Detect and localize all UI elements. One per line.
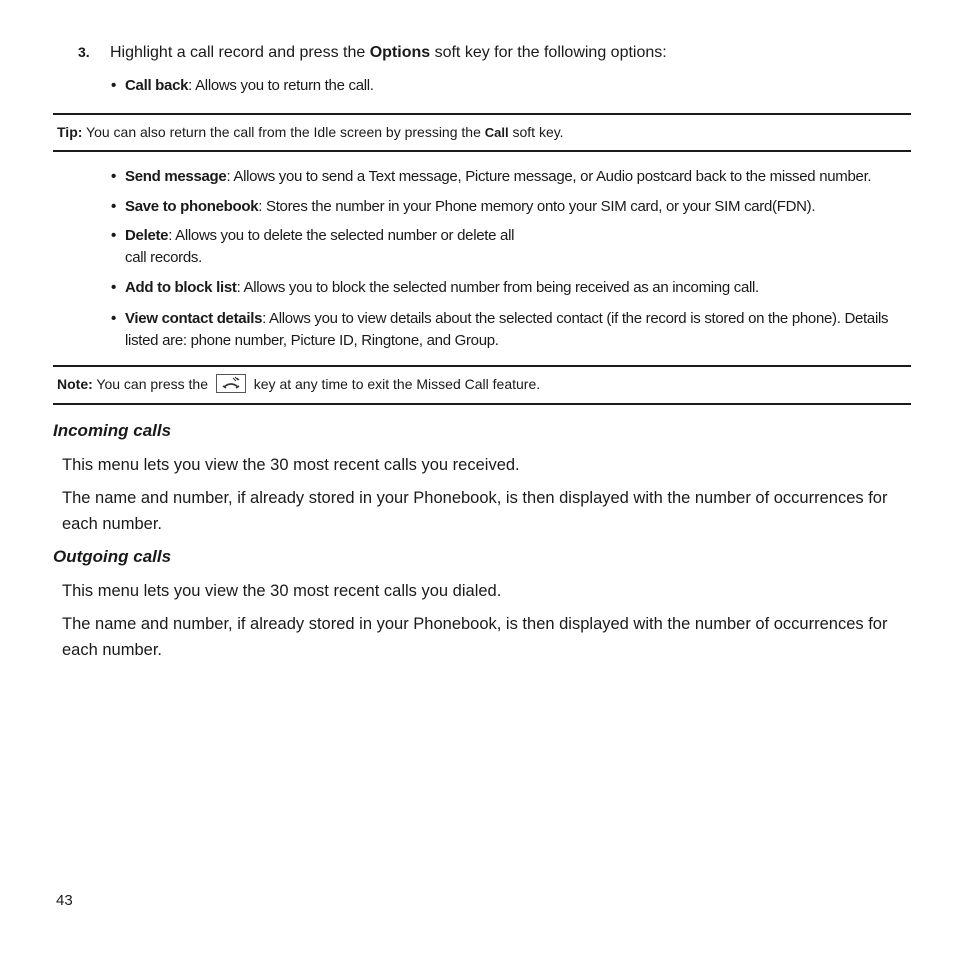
tip-text [57, 124, 564, 140]
bullet-desc: : Allows you to block the selected number from being received as an incoming call. [236, 279, 759, 296]
bullet-desc-line1: : Allows you to delete the selected number or delete all [168, 227, 515, 244]
tip-bottom-rule [53, 150, 911, 152]
bullet-desc: : Allows you to return the call. [188, 77, 374, 94]
bullet-term: Save to phonebook [125, 198, 259, 215]
bullet-call-back [111, 77, 374, 94]
note-top-rule [53, 365, 911, 367]
bullet-dot: • [111, 198, 116, 215]
call-keyword: Call [484, 125, 509, 140]
note-tag: Note: [57, 376, 93, 393]
incoming-calls-p1: This menu lets you view the 30 most recent calls you received. [62, 456, 520, 474]
step-number: 3. [78, 44, 90, 60]
bullet-view-contact-details [111, 308, 925, 352]
bullet-desc: : Allows you to send a Text message, Picture message, or Audio postcard back to the missed number. [226, 168, 872, 185]
outgoing-calls-p2: The name and number, if already stored in your Phonebook, is then displayed with the number of occurrences for each number. [62, 615, 888, 659]
outgoing-calls-p1: This menu lets you view the 30 most recent calls you dialed. [62, 582, 502, 600]
bullet-dot: • [111, 310, 116, 327]
bullet-delete [111, 227, 514, 244]
bullet-add-to-block-list [111, 279, 759, 296]
bullet-send-message [111, 168, 871, 185]
note-text-before: You can press the [92, 376, 212, 393]
bullet-term: Add to block list [125, 279, 237, 296]
incoming-calls-p2: The name and number, if already stored in your Phonebook, is then displayed with the number of occurrences for each number. [62, 489, 888, 533]
step-3 [78, 44, 667, 62]
note-text [57, 376, 540, 395]
bullet-save-to-phonebook [111, 198, 815, 215]
bullet-delete-line2: call records. [125, 249, 202, 266]
tip-top-rule [53, 113, 911, 115]
bullet-dot: • [111, 279, 116, 296]
incoming-calls-heading: Incoming calls [53, 421, 172, 440]
options-keyword: Options [369, 44, 431, 61]
bullet-term: Send message [125, 168, 227, 185]
outgoing-calls-heading: Outgoing calls [53, 547, 172, 566]
note-text-after: key at any time to exit the Missed Call feature. [249, 376, 541, 393]
tip-text-before: You can also return the call from the Idle screen by pressing the [82, 124, 485, 140]
end-call-key-icon [216, 374, 246, 393]
bullet-term: Call back [125, 77, 189, 94]
bullet-dot: • [111, 168, 116, 185]
step-text-after: soft key for the following options: [430, 44, 667, 61]
tip-text-after: soft key. [508, 124, 564, 140]
tip-tag: Tip: [57, 124, 83, 140]
bullet-term: Delete [125, 227, 169, 244]
note-bottom-rule [53, 403, 911, 405]
bullet-dot: • [111, 77, 116, 94]
bullet-desc: : Allows you to view details about the selected contact (if the record is stored on the phone). Details listed are: phone number, Picture ID, Ringtone, and Group. [125, 310, 889, 349]
bullet-desc: : Stores the number in your Phone memory onto your SIM card, or your SIM card(FDN). [258, 198, 816, 215]
bullet-term: View contact details [125, 310, 263, 327]
bullet-dot: • [111, 227, 116, 244]
page-number: 43 [56, 892, 73, 909]
step-text-before: Highlight a call record and press the [110, 44, 370, 61]
